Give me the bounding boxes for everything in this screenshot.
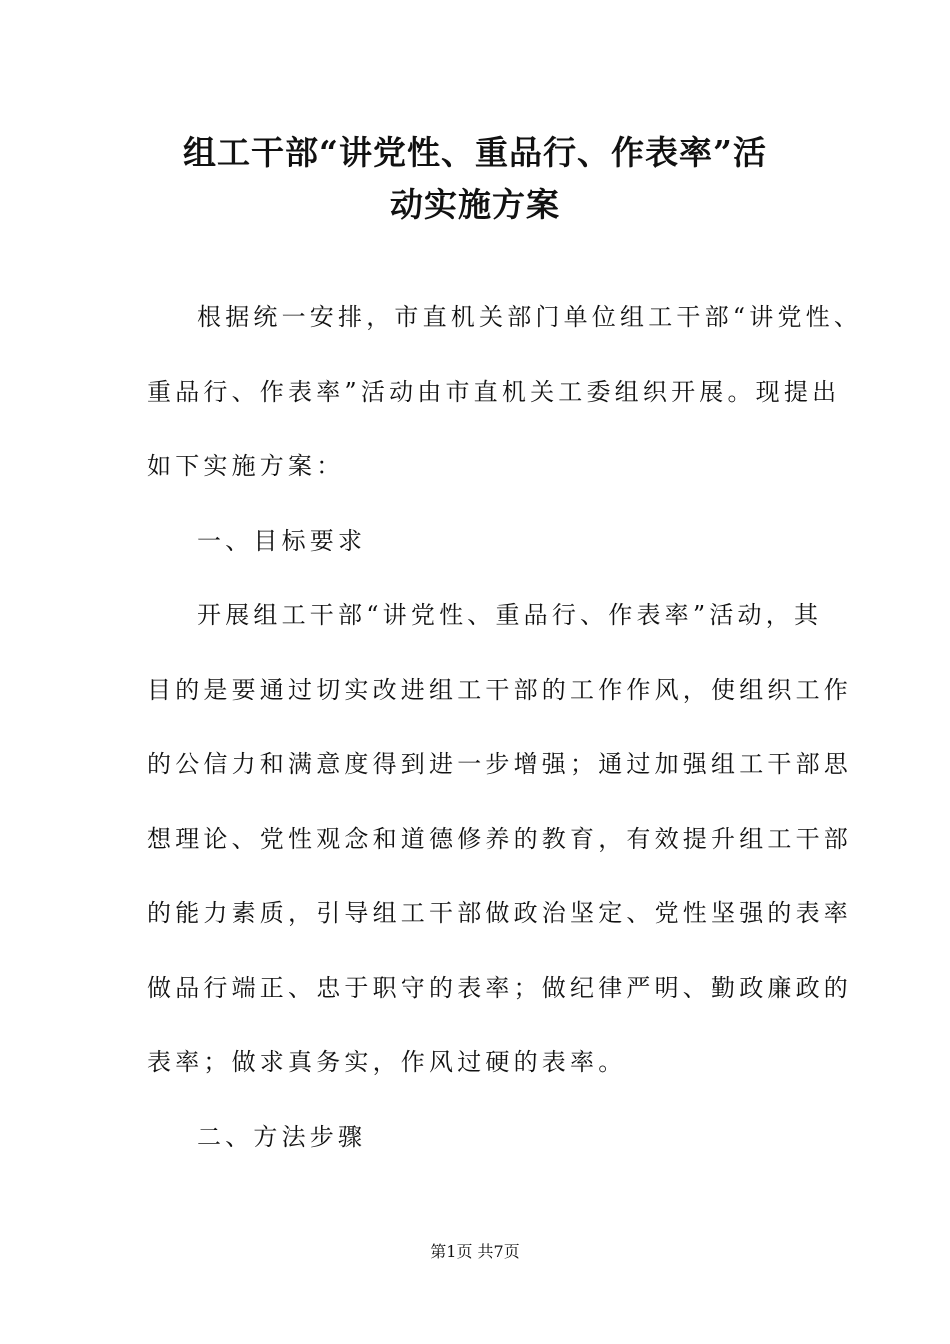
page-number-footer: 第1页 共7页: [430, 1242, 520, 1261]
section-heading-goals: 一、目标要求: [197, 527, 367, 555]
document-title-line-2: 动实施方案: [390, 185, 560, 224]
paragraph-goals-line-3: 的公信力和满意度得到进一步增强；通过加强组工干部思: [147, 750, 852, 778]
paragraph-intro-line-1: 根据统一安排，市直机关部门单位组工干部“讲党性、: [197, 303, 863, 331]
paragraph-goals-line-2: 目的是要通过切实改进组工干部的工作作风，使组织工作: [147, 676, 852, 704]
paragraph-goals-line-6: 做品行端正、忠于职守的表率；做纪律严明、勤政廉政的: [147, 974, 852, 1002]
section-heading-methods: 二、方法步骤: [197, 1123, 367, 1151]
paragraph-goals-line-5: 的能力素质，引导组工干部做政治坚定、党性坚强的表率: [147, 899, 852, 927]
document-title-line-1: 组工干部“讲党性、重品行、作表率”活: [183, 133, 767, 172]
paragraph-intro-line-2: 重品行、作表率”活动由市直机关工委组织开展。现提出: [147, 378, 841, 406]
paragraph-goals-line-7: 表率；做求真务实，作风过硬的表率。: [147, 1048, 627, 1076]
paragraph-goals-line-4: 想理论、党性观念和道德修养的教育，有效提升组工干部: [147, 825, 852, 853]
paragraph-intro-line-3: 如下实施方案：: [147, 452, 345, 480]
paragraph-goals-line-1: 开展组工干部“讲党性、重品行、作表率”活动，其: [197, 601, 823, 629]
